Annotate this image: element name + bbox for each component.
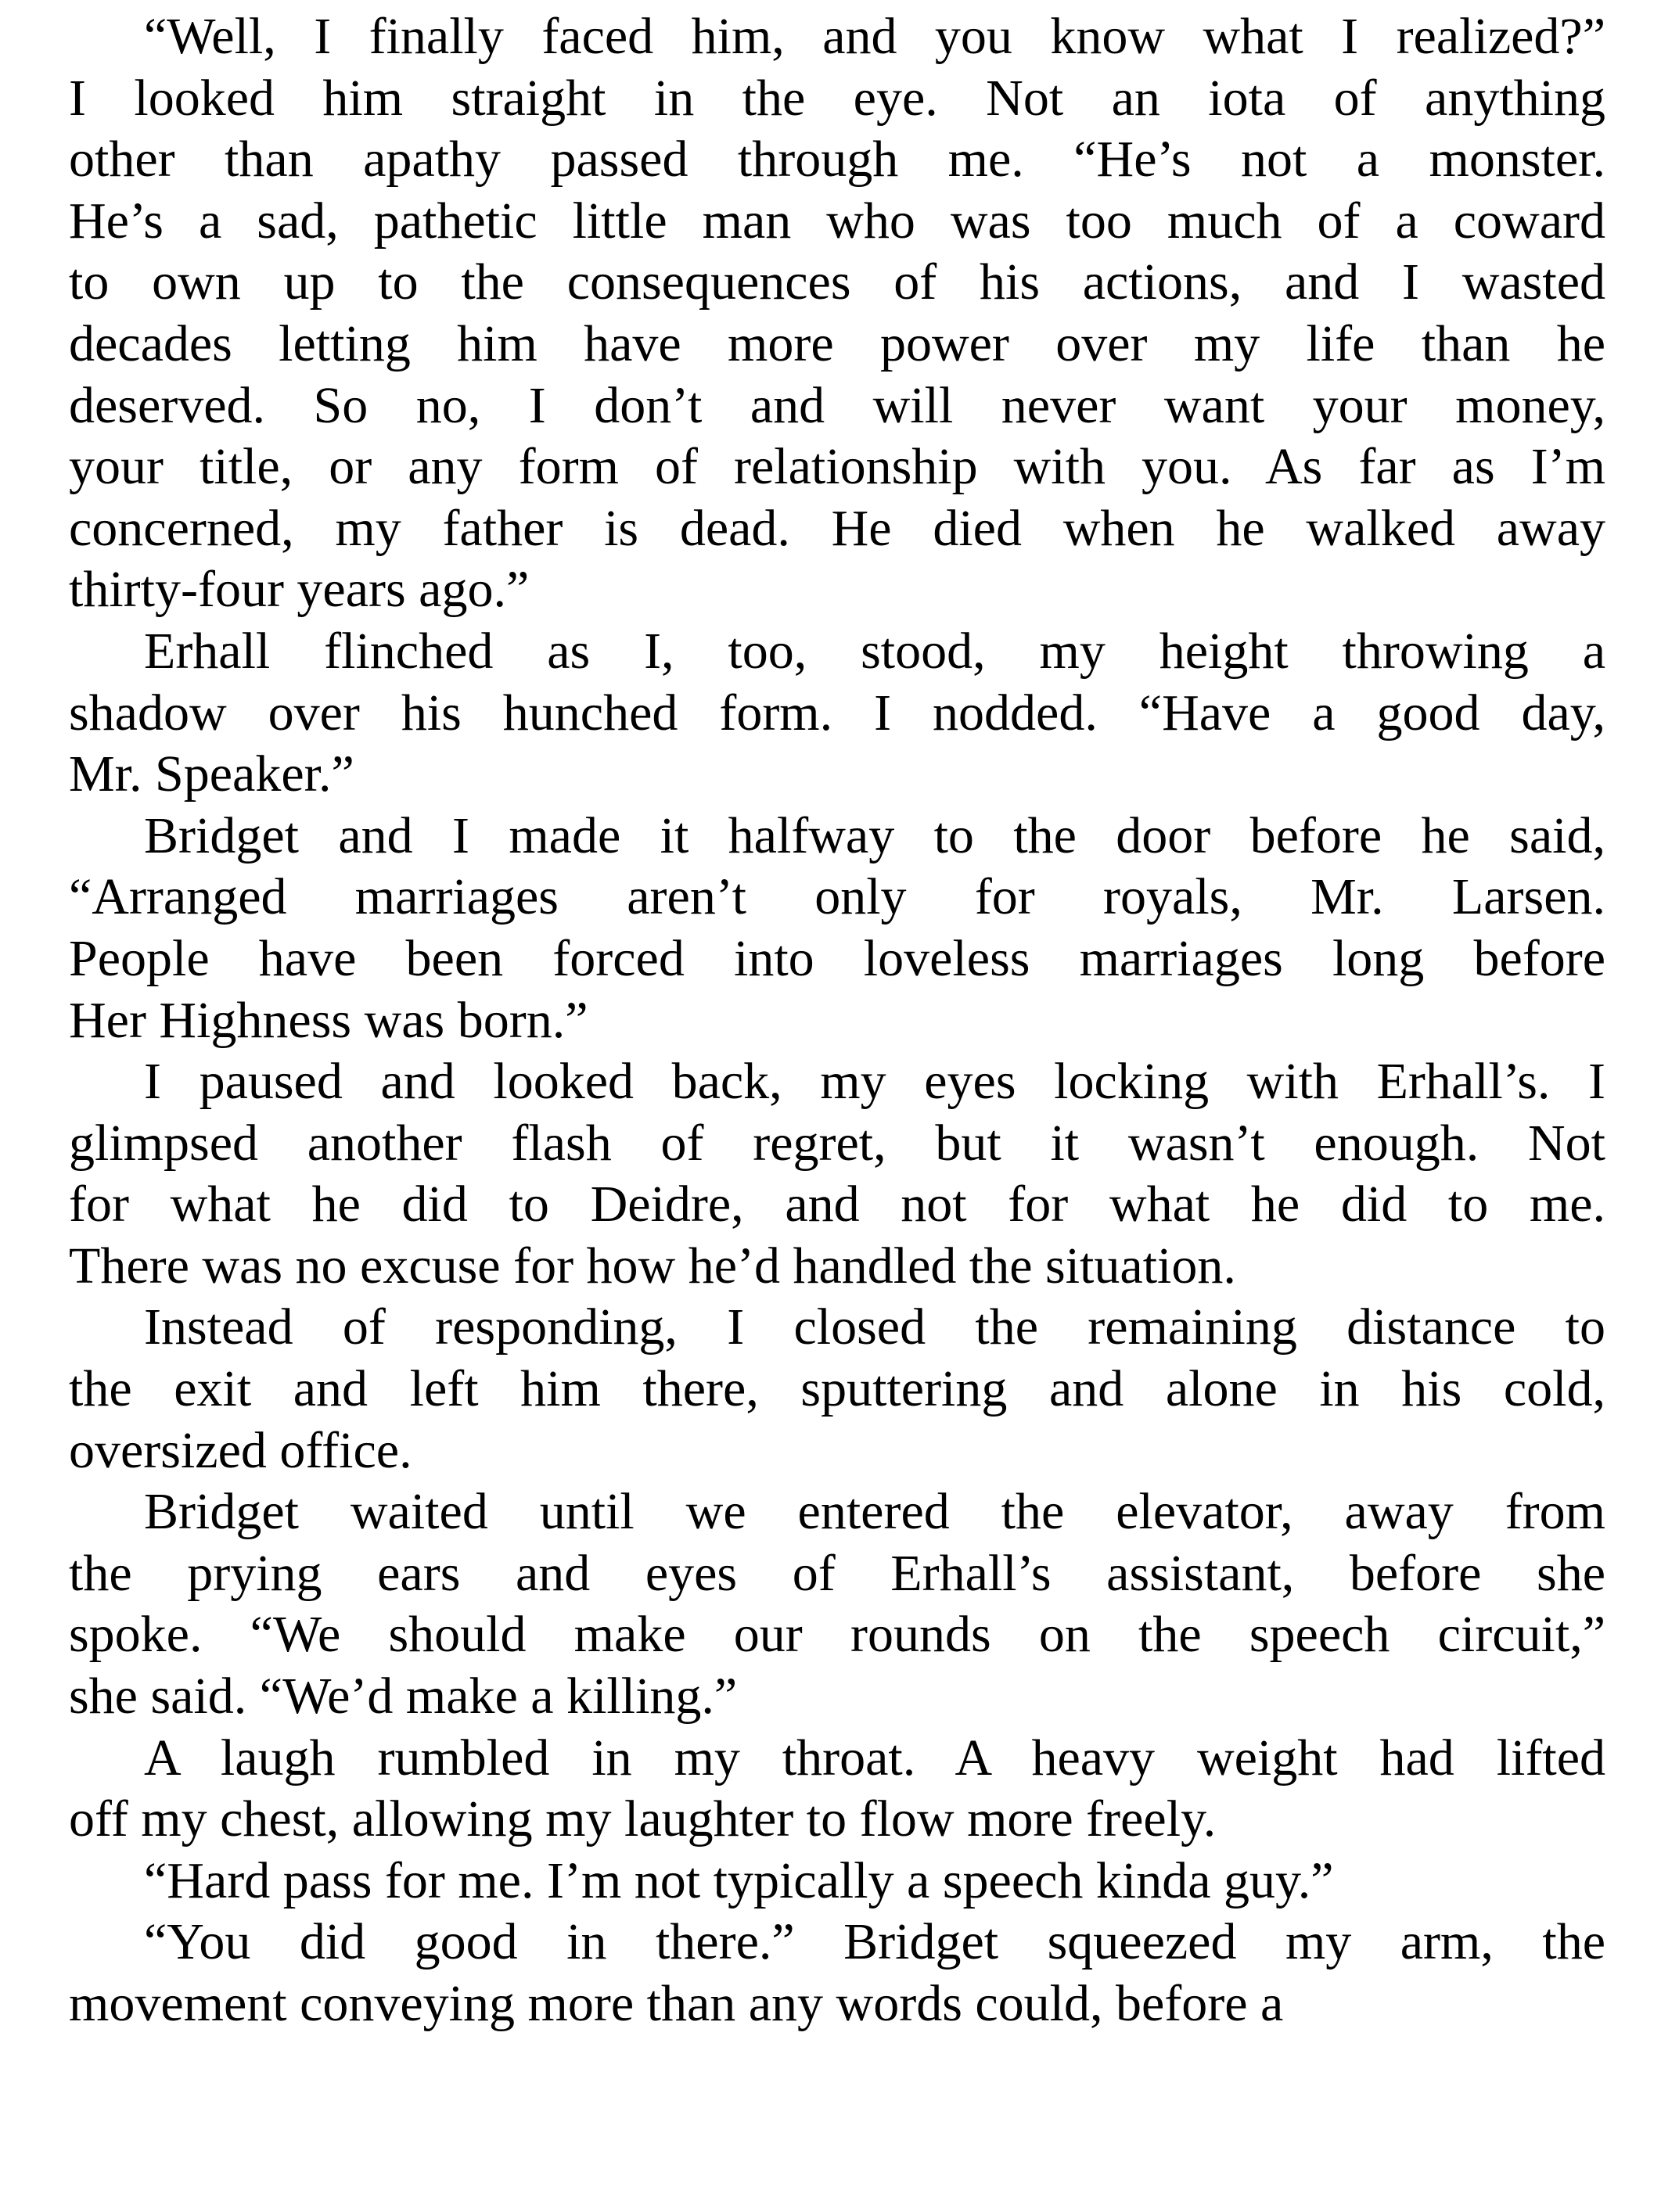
text-line: shadow over his hunched form. I nodded. “Have a good day, — [69, 684, 1605, 742]
text-line: concerned, my father is dead. He died when he walked away — [69, 499, 1605, 557]
text-line: the prying ears and eyes of Erhall’s assistant, before she — [69, 1544, 1605, 1602]
text-line: your title, or any form of relationship with you. As far as I’m — [69, 438, 1605, 496]
text-line: spoke. “We should make our rounds on the speech circuit,” — [69, 1606, 1605, 1664]
text-line: other than apathy passed through me. “He’s not a monster. — [69, 131, 1605, 189]
text-line: oversized office. — [69, 1421, 412, 1479]
paragraph — [69, 1728, 1605, 1851]
text-line: decades letting him have more power over my life than he — [69, 314, 1605, 372]
text-line: There was no excuse for how he’d handled the situation. — [69, 1237, 1236, 1295]
text-line: He’s a sad, pathetic little man who was too much of a coward — [69, 192, 1605, 250]
text-line: Erhall flinched as I, too, stood, my height throwing a — [144, 622, 1605, 680]
paragraph — [69, 1297, 1605, 1481]
paragraph — [69, 806, 1605, 1051]
paragraph — [69, 1481, 1605, 1727]
paragraph — [69, 1912, 1605, 2034]
text-line: to own up to the consequences of his actions, and I wasted — [69, 253, 1605, 311]
text-line: “Arranged marriages aren’t only for royals, Mr. Larsen. — [69, 868, 1605, 926]
text-line: thirty-four years ago.” — [69, 561, 530, 619]
text-line: “Well, I finally faced him, and you know what I realized?” — [144, 8, 1605, 65]
paragraph — [69, 1851, 1605, 1912]
text-line: movement conveying more than any words could, before a — [69, 1975, 1284, 2032]
text-line: the exit and left him there, sputtering and alone in his cold, — [69, 1360, 1605, 1418]
text-line: “You did good in there.” Bridget squeezed my arm, the — [144, 1913, 1605, 1971]
paragraph — [69, 1051, 1605, 1297]
text-line: Instead of responding, I closed the remaining distance to — [144, 1298, 1605, 1356]
text-line: A laugh rumbled in my throat. A heavy weight had lifted — [144, 1729, 1605, 1786]
text-line: deserved. So no, I don’t and will never want your money, — [69, 376, 1605, 434]
text-line: Bridget and I made it halfway to the door before he said, — [144, 806, 1605, 864]
text-line: I paused and looked back, my eyes locking with Erhall’s. I — [144, 1053, 1605, 1111]
text-line: she said. “We’d make a killing.” — [69, 1668, 738, 1725]
text-line: “Hard pass for me. I’m not typically a speech kinda guy.” — [144, 1851, 1334, 1909]
text-line: I looked him straight in the eye. Not an iota of anything — [69, 69, 1605, 127]
text-line: Bridget waited until we entered the elevator, away from — [144, 1483, 1605, 1541]
text-line: off my chest, allowing my laughter to flow more freely. — [69, 1790, 1217, 1848]
text-line: People have been forced into loveless marriages long before — [69, 929, 1605, 987]
paragraph — [69, 621, 1605, 806]
paragraph — [69, 6, 1605, 621]
text-line: glimpsed another flash of regret, but it wasn’t enough. Not — [69, 1114, 1605, 1172]
text-line: Her Highness was born.” — [69, 991, 588, 1049]
text-line: Mr. Speaker.” — [69, 745, 354, 803]
page-text — [69, 6, 1605, 2035]
text-line: for what he did to Deidre, and not for what he did to me. — [69, 1176, 1605, 1233]
